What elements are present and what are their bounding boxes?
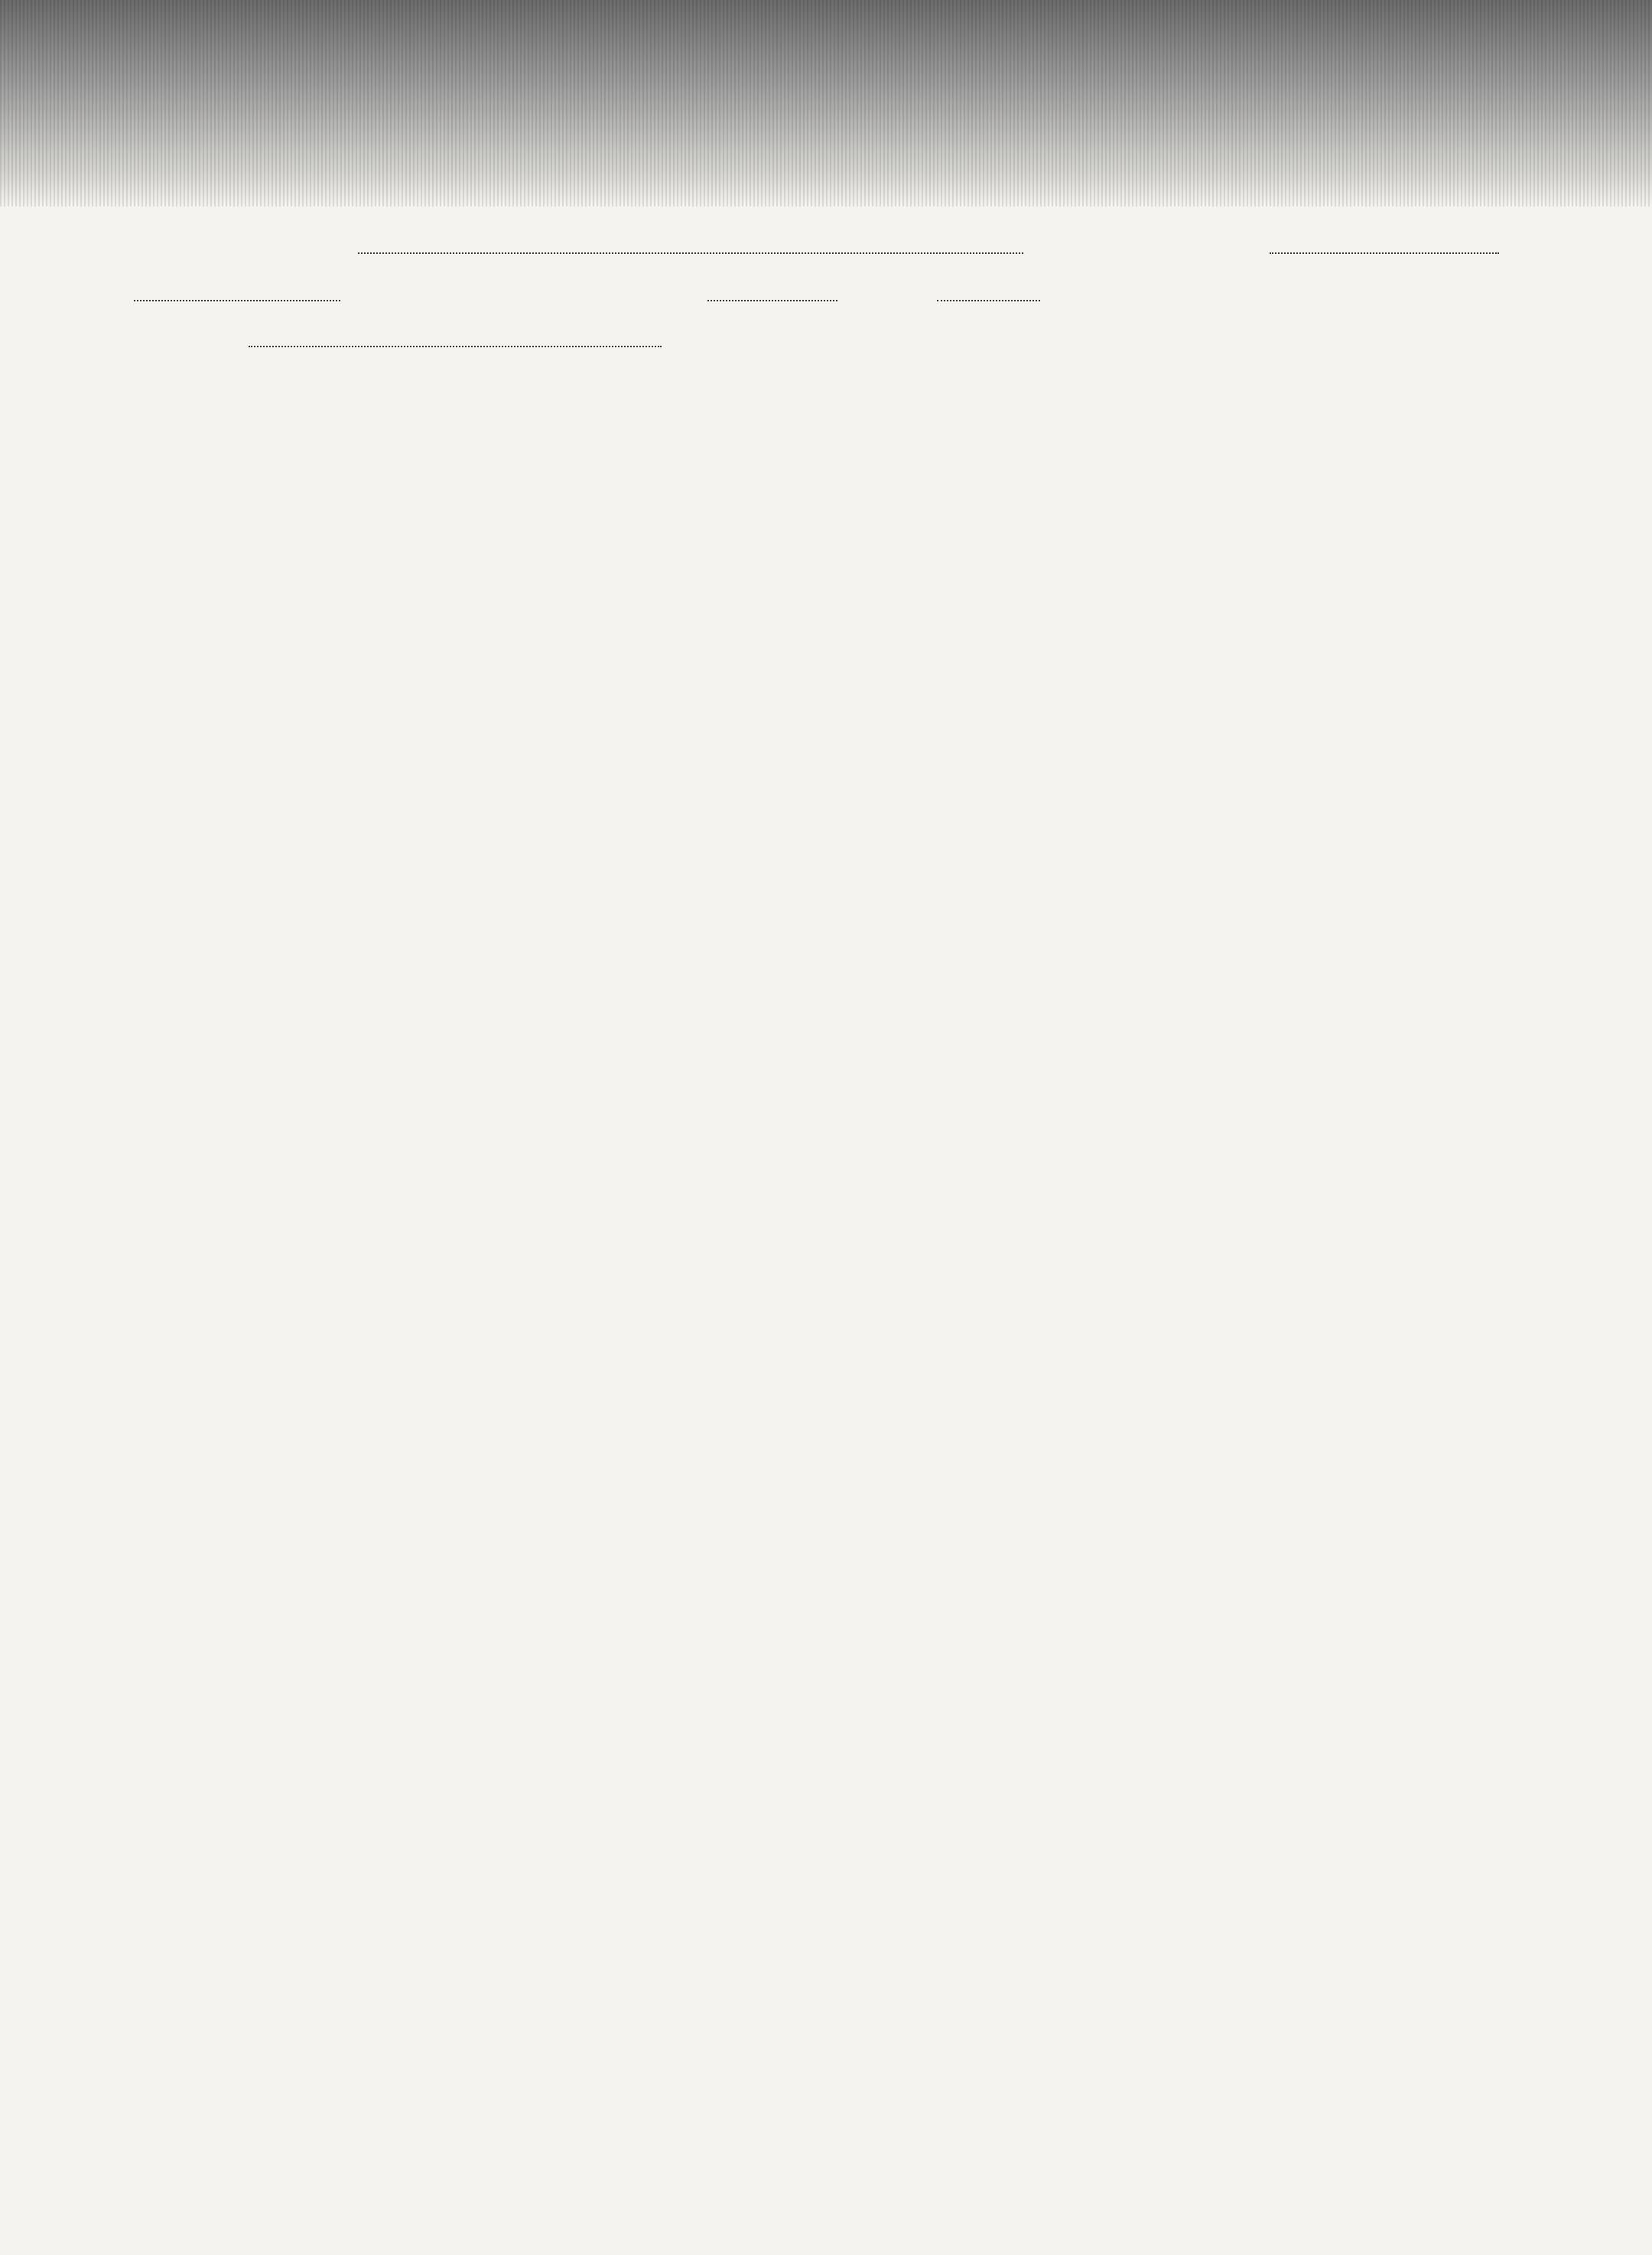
county-line <box>1270 252 1499 254</box>
scan-shadow <box>0 0 1652 207</box>
state-line <box>134 300 340 301</box>
locality-line <box>358 252 1023 254</box>
post-office-line <box>249 346 662 347</box>
day-line <box>707 300 837 301</box>
month-line <box>937 300 1040 301</box>
